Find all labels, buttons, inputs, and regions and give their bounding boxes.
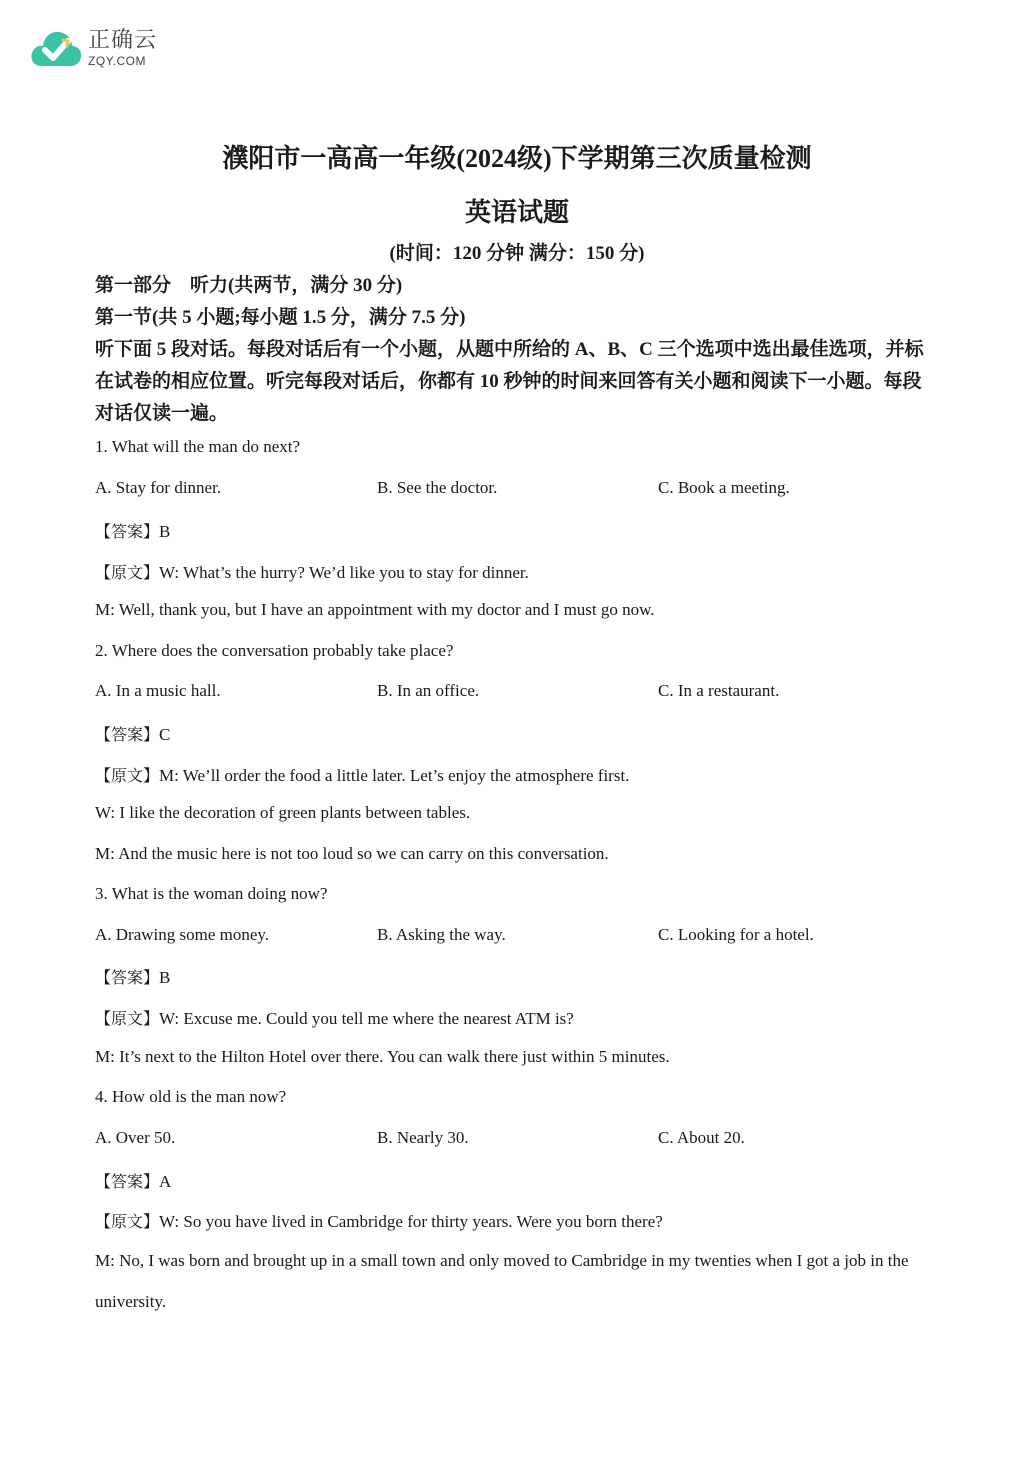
- answer-tag: 【答案】: [95, 522, 160, 541]
- answer-letter: B: [159, 522, 171, 541]
- q2-transcript-line-3: M: And the music here is not too loud so we can carry on this conversation.: [95, 844, 609, 863]
- transcript-line: W: So you have lived in Cambridge for thirty years. Were you born there?: [159, 1212, 663, 1231]
- transcript-tag: 【原文】: [95, 1009, 160, 1028]
- question-3: 3. What is the woman doing now?: [95, 884, 328, 903]
- q3-option-a: A. Drawing some money.: [95, 925, 270, 944]
- time-score-info: (时间：120 分钟 满分：150 分): [389, 243, 645, 264]
- q1-transcript-line-2: M: Well, thank you, but I have an appointment with my doctor and I must go now.: [95, 600, 655, 619]
- logo-domain: ZQY.COM: [88, 53, 146, 68]
- instructions: 听下面 5 段对话。每段对话后有一个小题，从题中所给的 A、B、C 三个选项中选出最佳选项，并标在试卷的相应位置。听完每段对话后，你都有 10 秒钟的时间来回答有关小题和阅读下一小题。每段对话仅读一遍。: [95, 339, 924, 424]
- answer-tag: 【答案】: [95, 1172, 160, 1191]
- transcript-tag: 【原文】: [95, 766, 160, 785]
- exam-title: 濮阳市一高高一年级(2024级)下学期第三次质量检测: [222, 144, 812, 173]
- cloud-check-icon: [30, 26, 82, 70]
- transcript-tag: 【原文】: [95, 563, 160, 582]
- q3-option-c: C. Looking for a hotel.: [658, 925, 814, 944]
- q2-transcript: [95, 763, 629, 786]
- answer-letter: A: [159, 1172, 172, 1191]
- q4-answer: [95, 1169, 171, 1192]
- q1-transcript: [95, 560, 529, 583]
- transcript-line: M: We’ll order the food a little later. Let’s enjoy the atmosphere first.: [159, 766, 630, 785]
- answer-tag: 【答案】: [95, 725, 160, 744]
- transcript-tag: 【原文】: [95, 1212, 160, 1231]
- logo-chinese-name: 正确云: [88, 27, 158, 53]
- q4-transcript: [95, 1209, 663, 1232]
- q4-option-a: A. Over 50.: [95, 1128, 176, 1147]
- q3-answer: [95, 965, 170, 988]
- q2-option-b: B. In an office.: [377, 681, 480, 700]
- question-2: 2. Where does the conversation probably take place?: [95, 641, 454, 660]
- section-heading: 第一节(共 5 小题;每小题 1.5 分，满分 7.5 分): [95, 307, 466, 328]
- q3-transcript: [95, 1006, 574, 1029]
- transcript-line: W: Excuse me. Could you tell me where the nearest ATM is?: [159, 1009, 574, 1028]
- q3-transcript-line-2: M: It’s next to the Hilton Hotel over there. You can walk there just within 5 minutes.: [95, 1047, 670, 1066]
- question-4: 4. How old is the man now?: [95, 1087, 287, 1106]
- q3-option-b: B. Asking the way.: [377, 925, 506, 944]
- answer-letter: C: [159, 725, 171, 744]
- q2-transcript-line-2: W: I like the decoration of green plants between tables.: [95, 803, 471, 822]
- transcript-line: W: What’s the hurry? We’d like you to stay for dinner.: [159, 563, 529, 582]
- q2-option-a: A. In a music hall.: [95, 681, 221, 700]
- q1-option-c: C. Book a meeting.: [658, 478, 790, 497]
- q4-transcript-line-2: M: No, I was born and brought up in a small town and only moved to Cambridge in my twenties when I got a job in the university.: [95, 1251, 909, 1311]
- q1-option-a: A. Stay for dinner.: [95, 478, 222, 497]
- q2-answer: [95, 722, 170, 745]
- q1-option-b: B. See the doctor.: [377, 478, 498, 497]
- zqy-logo: [30, 22, 157, 74]
- question-1: 1. What will the man do next?: [95, 437, 301, 456]
- part-heading: 第一部分 听力(共两节，满分 30 分): [95, 275, 403, 296]
- answer-letter: B: [159, 968, 171, 987]
- answer-tag: 【答案】: [95, 968, 160, 987]
- subject-title: 英语试题: [464, 198, 569, 227]
- q4-option-c: C. About 20.: [658, 1128, 745, 1147]
- q1-answer: [95, 519, 170, 542]
- q4-option-b: B. Nearly 30.: [377, 1128, 469, 1147]
- q2-option-c: C. In a restaurant.: [658, 681, 780, 700]
